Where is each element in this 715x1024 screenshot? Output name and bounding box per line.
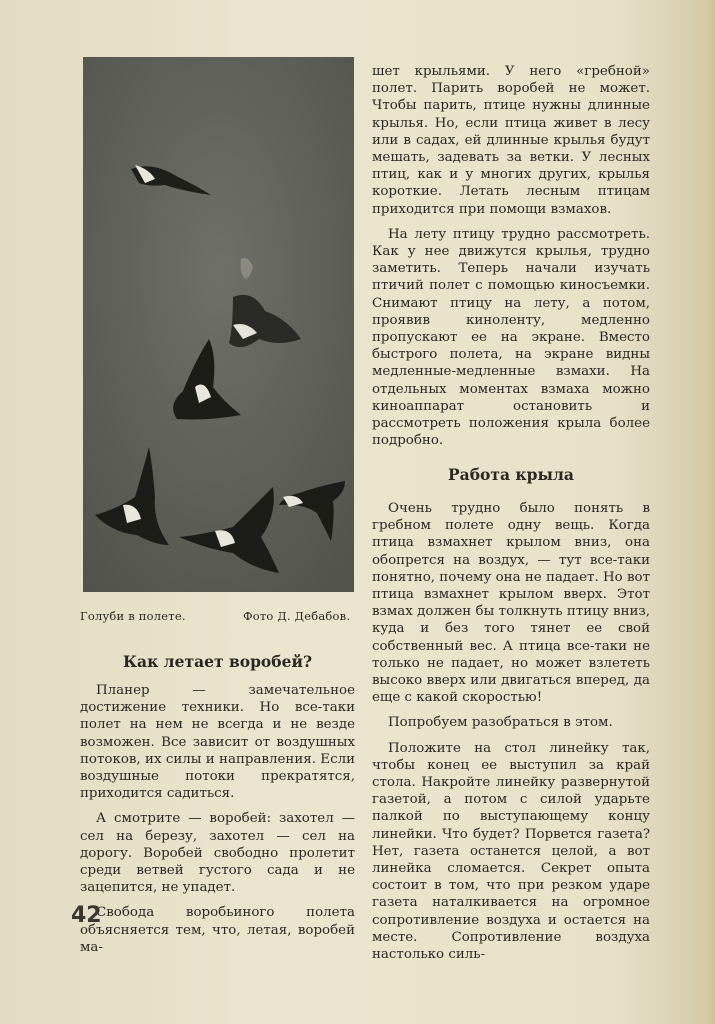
text-column-left [80,682,355,964]
photo-credit: Фото Д. Дебабов. [243,609,351,623]
photo-caption: Голуби в полете. [80,609,186,623]
paragraph: шет крыльями. У него «гребной» полет. Парить воробей не может. Чтобы парить, птице нужны длинные крылья. Но, если птица живет в лесу или в садах, ей длинные крылья будут мешать, задевать за ветки. У лесных птиц, как и у многих других, крылья короткие. Летать лесным птицам приходится при помощи взмахов. [372,64,650,217]
page-edge-shadow [693,0,715,1024]
text-column-right-top [372,63,650,457]
section-heading-wing: Работа крыла [448,465,574,484]
page-number: 42 [71,903,102,928]
text-column-right-bottom [372,500,650,971]
paragraph: А смотрите — воробей: захотел — сел на березу, захотел — сел на дорогу. Воробей свободно пролетит среди ветвей густого сада и не зацепится, не упадет. [80,811,355,896]
paragraph: Планер — замечательное достижение техники. Но все-таки полет на нем не всегда и не везде возможен. Все зависит от воздушных потоков, их силы и направления. Если воздушные потоки прекратятся, приходится садиться. [80,683,355,802]
section-heading-sparrow: Как летает воробей? [122,652,313,671]
paragraph: Положите на стол линейку так, чтобы конец ее выступил за край стола. Накройте линейку развернутой газетой, а потом с силой ударьте палкой по выступающему концу линейки. Что будет? Порвется газета? Нет, газета останется целой, а вот линейка сломается. Секрет опыта состоит в том, что при резком ударе газета наталкивается на огромное сопротивление воздуха и остается на месте. Сопротивление воздуха настолько силь- [372,740,650,963]
paragraph: На лету птицу трудно рассмотреть. Как у нее движутся крылья, трудно заметить. Теперь начали изучать птичий полет с помощью киносъемки. Снимают птицу на лету, а потом, проявив киноленту, медленно пропускают ее на экране. Вместо быстрого полета, на экране видны медленные-медленные взмахи. На отдельных моментах взмаха можно киноаппарат остановить и рассмотреть положения крыла более подробно. [372,226,650,449]
pigeons-photo [83,57,354,592]
paragraph: Свобода воробьиного полета объясняется тем, что, летая, воробей ма- [80,905,355,955]
paragraph: Попробуем разобраться в этом. [388,715,613,731]
paragraph: Очень трудно было понять в гребном полете одну вещь. Когда птица взмахнет крылом вниз, она обопрется на воздух, — тут все-таки понятно, почему она не падает. Но вот птица взмахнет крылом вверх. Этот взмах должен бы толкнуть птицу вниз, куда и без того тянет ее свой собственный вес. А птица все-таки не только не падает, но может взлететь высоко вверх или двигаться вперед, да еще с какой скоростью! [372,501,650,706]
pigeons-photo-image [83,57,354,592]
